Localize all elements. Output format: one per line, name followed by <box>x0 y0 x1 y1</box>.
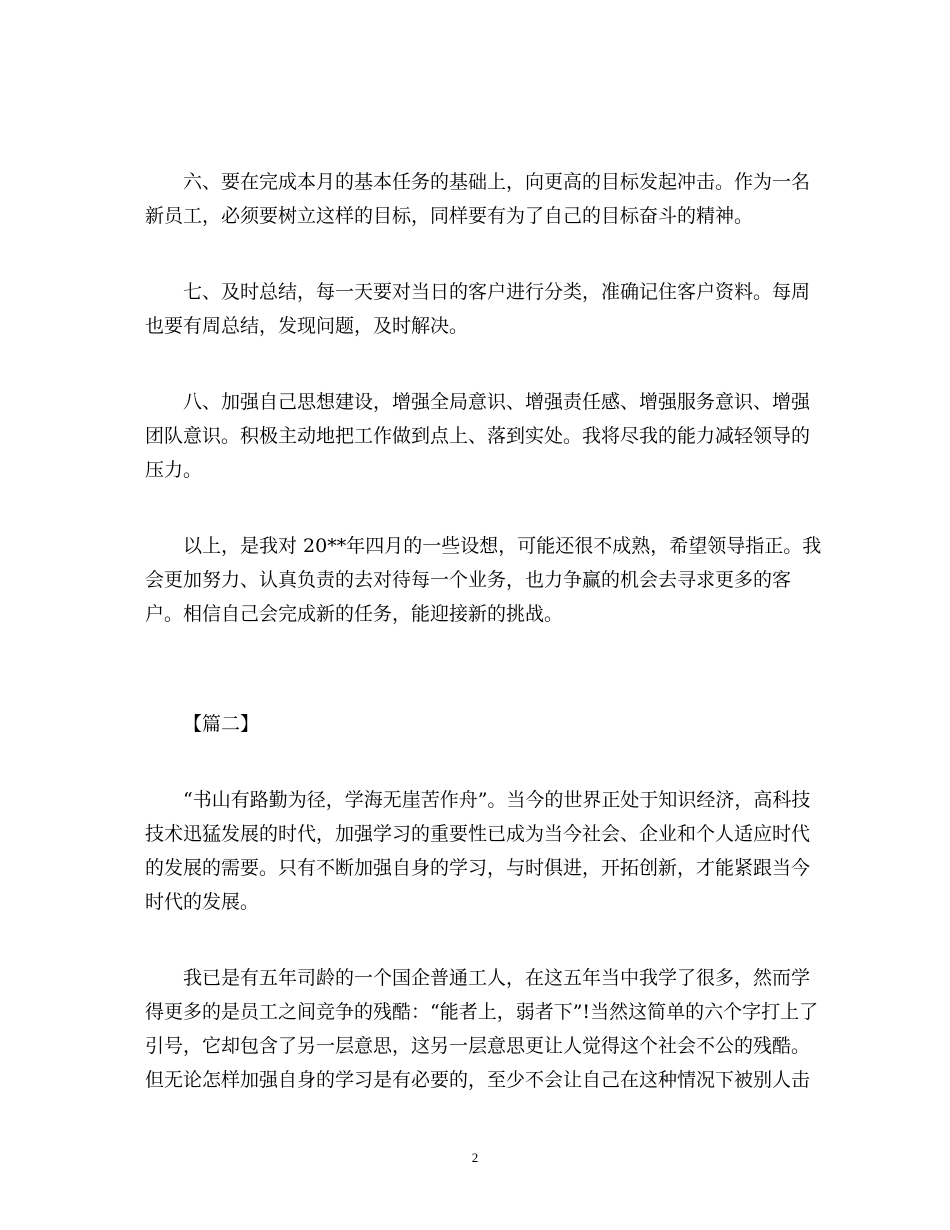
text-line: 会更加努力、认真负责的去对待每一个业务，也力争赢的机会去寻求更多的客 <box>145 569 792 591</box>
text-line: 六、要在完成本月的基本任务的基础上，向更高的目标发起冲击。作为一名 <box>183 171 811 193</box>
document-body <box>145 165 822 1097</box>
paragraph-spacer <box>145 343 810 385</box>
paragraph-study <box>145 783 810 919</box>
paragraph-experience <box>145 961 819 1097</box>
text-line: 新员工，必须要树立这样的目标，同样要有为了自己的目标奋斗的精神。 <box>145 205 754 227</box>
text-line: 户。相信自己会完成新的任务，能迎接新的挑战。 <box>145 603 564 625</box>
text-line: 也要有周总结，发现问题，及时解决。 <box>145 315 469 337</box>
text-line: 团队意识。积极主动地把工作做到点上、落到实处。我将尽我的能力减轻领导的 <box>145 425 811 447</box>
text-line: 技术迅猛发展的时代，加强学习的重要性已成为当今社会、企业和个人适应时代 <box>145 823 811 845</box>
paragraph-spacer <box>145 919 810 961</box>
page-number: 2 <box>471 1150 479 1165</box>
text-line: 的发展的需要。只有不断加强自身的学习，与时俱进，开拓创新，才能紧跟当今 <box>145 857 811 879</box>
paragraph-eight <box>145 385 810 487</box>
paragraph-spacer <box>145 741 810 783</box>
text-line: 我已是有五年司龄的一个国企普通工人，在这五年当中我学了很多，然而学 <box>183 967 811 989</box>
text-line: 但无论怎样加强自身的学习是有必要的，至少不会让自己在这种情况下被别人击 <box>145 1069 811 1091</box>
paragraph-six <box>145 165 810 233</box>
paragraph-seven <box>145 275 810 343</box>
text-line: 八、加强自己思想建设，增强全局意识、增强责任感、增强服务意识、增强 <box>183 391 811 413</box>
paragraph-spacer <box>145 233 810 275</box>
text-line: 压力。 <box>145 459 203 481</box>
text-line: “书山有路勤为径，学海无崖苦作舟”。当今的世界正处于知识经济，高科技 <box>183 789 811 811</box>
text-line: 以上，是我对 20**年四月的一些设想，可能还很不成熟，希望领导指正。我 <box>183 535 822 557</box>
text-line: 时代的发展。 <box>145 891 260 913</box>
section-spacer <box>145 631 810 707</box>
paragraph-summary <box>145 529 822 631</box>
text-line: 得更多的是员工之间竞争的残酷：“能者上，弱者下”!当然这简单的六个字打上了 <box>145 1001 819 1023</box>
section-heading: 【篇二】 <box>183 713 260 735</box>
text-line: 引号，它却包含了另一层意思，这另一层意思更让人觉得这个社会不公的残酷。 <box>145 1035 811 1057</box>
paragraph-spacer <box>145 487 810 529</box>
text-line: 七、及时总结，每一天要对当日的客户进行分类，准确记住客户资料。每周 <box>183 281 811 303</box>
